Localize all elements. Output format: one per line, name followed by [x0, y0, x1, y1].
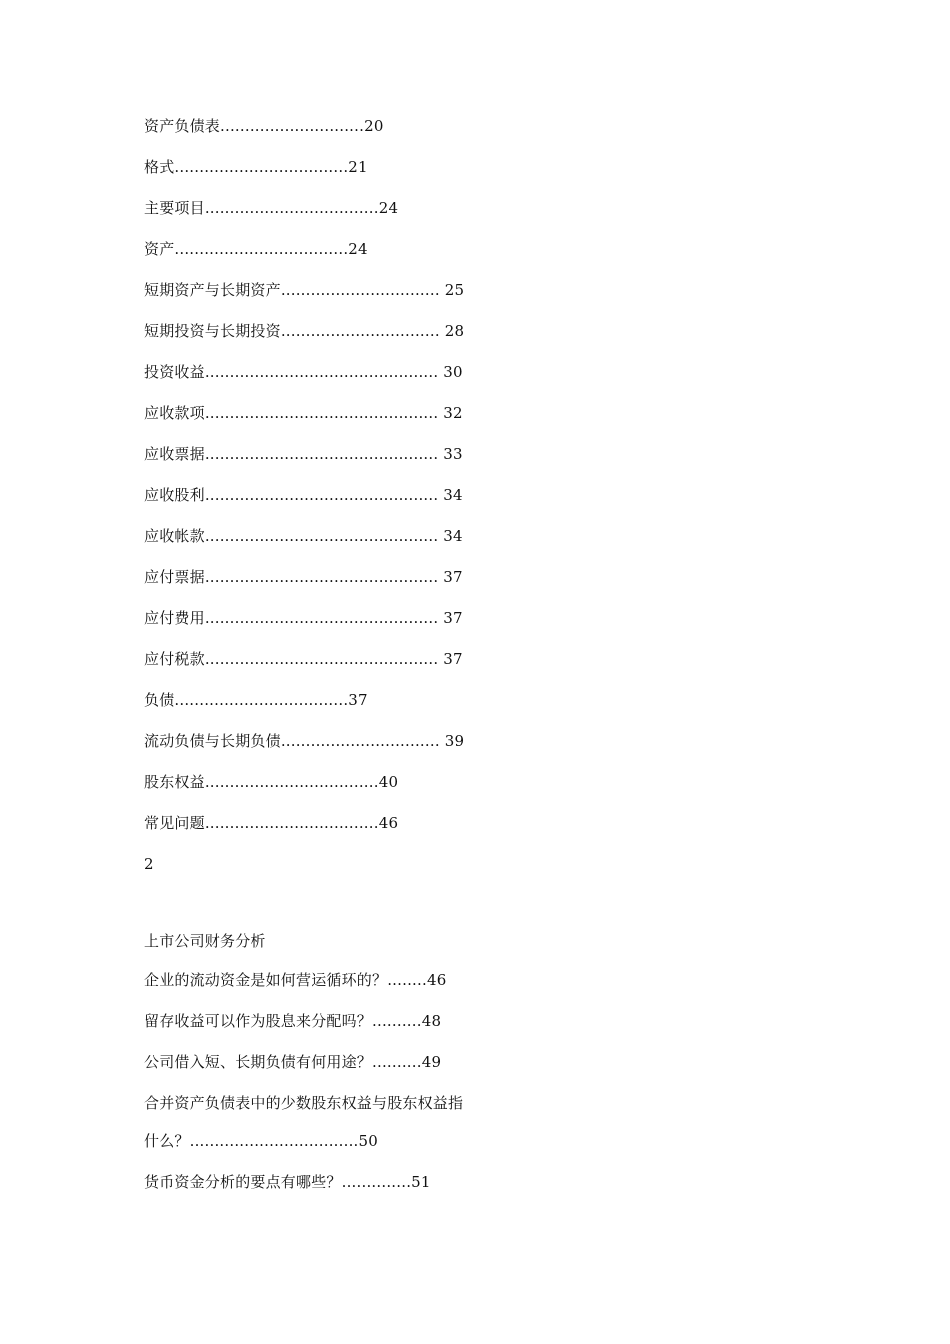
- toc-title: 投资收益: [144, 363, 205, 381]
- toc-page: 37: [438, 609, 463, 627]
- toc-dots: ..........: [372, 1012, 422, 1030]
- toc-page: 51: [411, 1173, 431, 1191]
- toc-dots: ...............................................: [204, 486, 439, 504]
- toc-entry: [144, 362, 463, 382]
- toc-entry: [144, 1093, 463, 1113]
- toc-page: 20: [364, 117, 384, 135]
- toc-entry: [144, 444, 463, 464]
- toc-entry: [144, 485, 463, 505]
- toc-dots: ...................................: [204, 773, 379, 791]
- toc-entry: [144, 608, 463, 628]
- toc-page: 24: [378, 199, 399, 217]
- toc-entry: [144, 1052, 441, 1072]
- toc-entry: [144, 239, 368, 259]
- toc-title: 应收票据: [144, 445, 205, 463]
- toc-title: 应收股利: [144, 486, 205, 504]
- toc-title: 企业的流动资金是如何营运循环的？: [144, 971, 388, 989]
- toc-page: 21: [348, 158, 368, 176]
- toc-title: 应付费用: [144, 609, 205, 627]
- section-heading: 上市公司财务分析: [144, 932, 266, 950]
- toc-entry: [144, 1172, 431, 1192]
- toc-page: 37: [348, 691, 368, 709]
- toc-dots: ................................: [280, 322, 440, 340]
- toc-entry: [144, 690, 368, 710]
- toc-dots: ...............................................: [204, 445, 439, 463]
- toc-title: 什么？: [144, 1132, 190, 1150]
- toc-title: 流动负债与长期负债: [144, 732, 281, 750]
- toc-dots: ...............................................: [204, 609, 439, 627]
- toc-page: 37: [438, 650, 463, 668]
- toc-dots: ...............................................: [204, 363, 439, 381]
- toc-dots: ..............: [341, 1173, 412, 1191]
- toc-page: 37: [438, 568, 463, 586]
- toc-entry: [144, 526, 463, 546]
- toc-title: 应收款项: [144, 404, 205, 422]
- toc-title: 常见问题: [144, 814, 205, 832]
- toc-page: 25: [439, 281, 465, 299]
- toc-title: 合并资产负债表中的少数股东权益与股东权益指: [144, 1094, 464, 1112]
- toc-dots: ................................: [280, 732, 440, 750]
- toc-entry: [144, 1011, 441, 1031]
- toc-title: 负债: [144, 691, 175, 709]
- toc-entry: [144, 649, 463, 669]
- toc-page: 40: [378, 773, 399, 791]
- toc-dots: .............................: [220, 117, 365, 135]
- toc-entry: [144, 567, 463, 587]
- toc-page: 49: [421, 1053, 442, 1071]
- toc-title: 格式: [144, 158, 175, 176]
- toc-title: 应付税款: [144, 650, 205, 668]
- toc-entry: [144, 1131, 378, 1151]
- toc-dots: ........: [387, 971, 427, 989]
- toc-title: 应付票据: [144, 568, 205, 586]
- toc-entry: [144, 280, 464, 300]
- toc-dots: ...............................................: [204, 527, 439, 545]
- toc-title: 应收帐款: [144, 527, 205, 545]
- toc-entry: [144, 321, 464, 341]
- toc-page: 46: [426, 971, 447, 989]
- toc-title: 短期资产与长期资产: [144, 281, 281, 299]
- toc-entry: [144, 813, 398, 833]
- toc-dots: ..........: [372, 1053, 422, 1071]
- toc-title: 短期投资与长期投资: [144, 322, 281, 340]
- toc-dots: ...................................: [204, 199, 379, 217]
- toc-page: 30: [438, 363, 463, 381]
- toc-page: 48: [421, 1012, 442, 1030]
- toc-page: 50: [358, 1132, 379, 1150]
- toc-entry: [144, 772, 398, 792]
- toc-page: 34: [438, 486, 463, 504]
- toc-title: 资产: [144, 240, 175, 258]
- toc-title: 公司借入短、长期负债有何用途？: [144, 1053, 373, 1071]
- toc-title: 货币资金分析的要点有哪些？: [144, 1173, 342, 1191]
- toc-entry: [144, 731, 464, 751]
- toc-title: 资产负债表: [144, 117, 221, 135]
- toc-dots: ...................................: [174, 158, 349, 176]
- toc-dots: ...............................................: [204, 650, 439, 668]
- toc-page: 24: [348, 240, 368, 258]
- toc-page: 34: [438, 527, 463, 545]
- toc-entry: [144, 116, 384, 136]
- toc-page: 39: [439, 732, 465, 750]
- toc-entry: [144, 157, 368, 177]
- toc-dots: ...................................: [174, 691, 349, 709]
- toc-dots: ...............................................: [204, 568, 439, 586]
- toc-title: 股东权益: [144, 773, 205, 791]
- toc-entry: [144, 970, 446, 990]
- toc-page: 46: [378, 814, 399, 832]
- toc-page: 32: [438, 404, 463, 422]
- toc-dots: ...................................: [174, 240, 349, 258]
- toc-title: 主要项目: [144, 199, 205, 217]
- toc-title: 留存收益可以作为股息来分配吗？: [144, 1012, 373, 1030]
- toc-dots: ...................................: [204, 814, 379, 832]
- page-number: 2: [144, 855, 154, 873]
- toc-dots: ................................: [280, 281, 440, 299]
- toc-dots: ...............................................: [204, 404, 439, 422]
- toc-dots: ..................................: [189, 1132, 359, 1150]
- toc-page: 28: [439, 322, 465, 340]
- toc-entry: [144, 403, 463, 423]
- toc-page: 33: [438, 445, 463, 463]
- toc-entry: [144, 198, 398, 218]
